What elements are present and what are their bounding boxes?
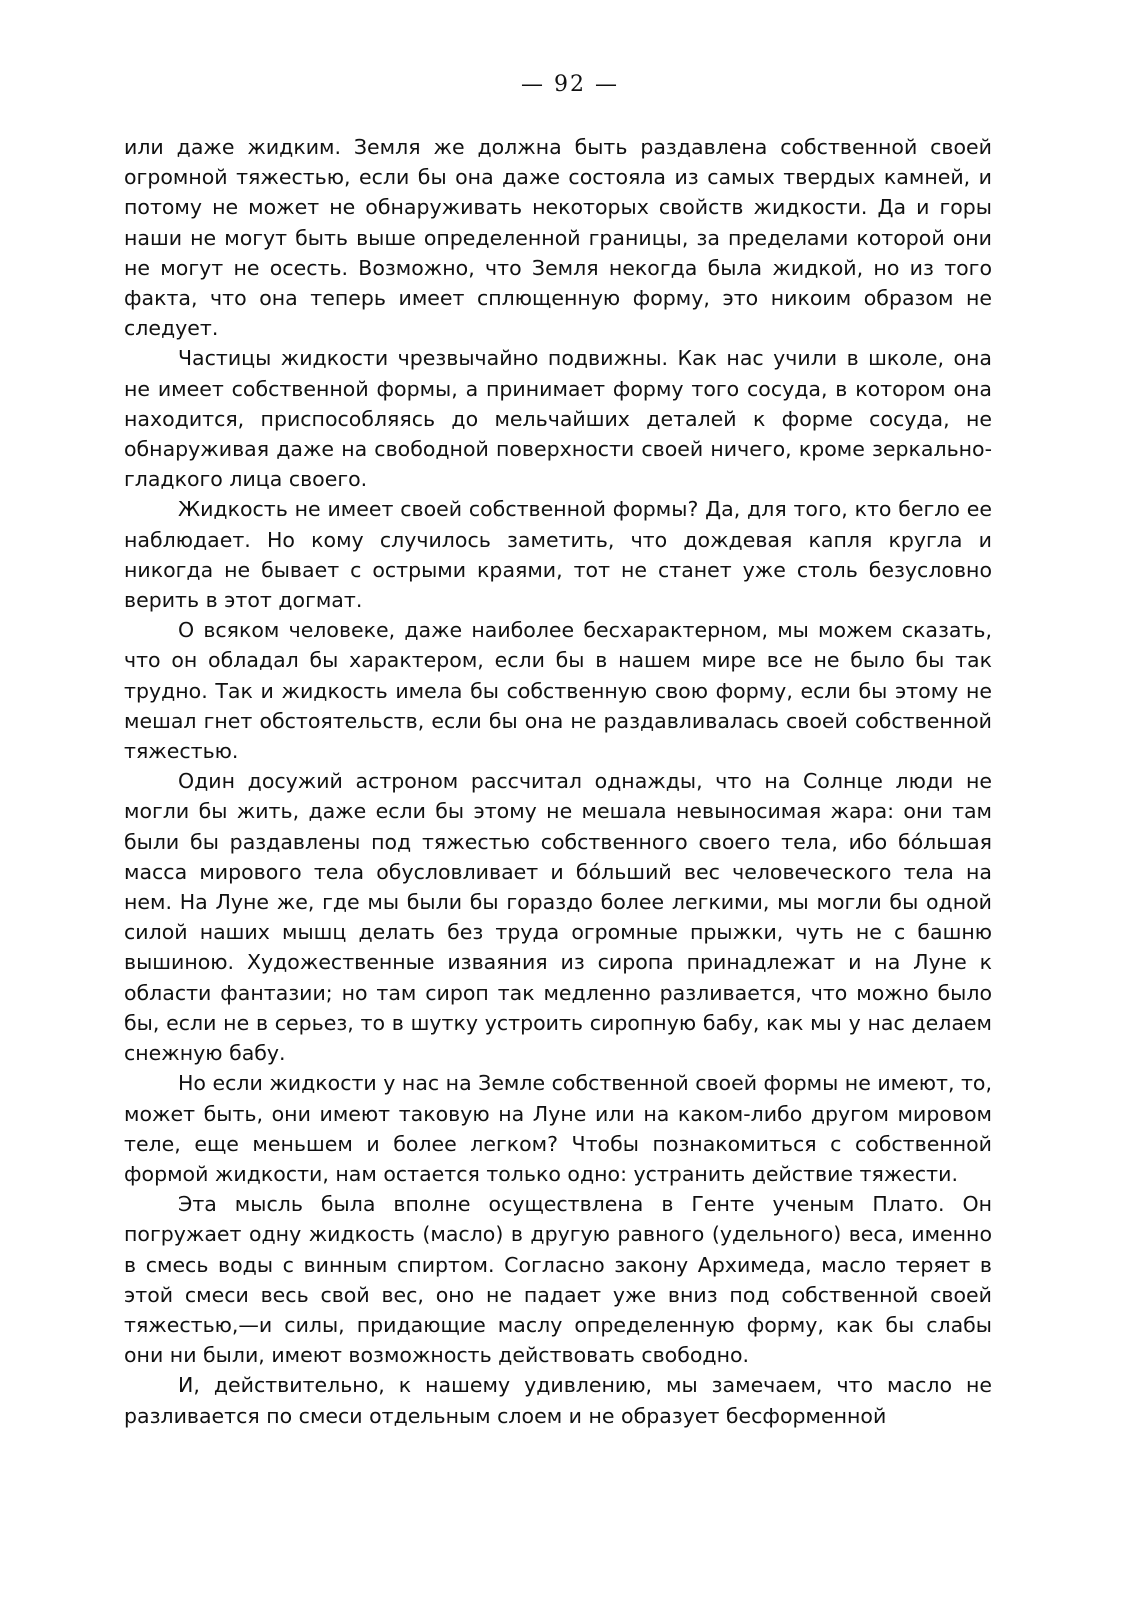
- page-number: — 92 —: [521, 72, 619, 97]
- body-text: [124, 132, 992, 1431]
- paragraph-2: Частицы жидкости чрезвычайно подвижны. Как нас учили в школе, она не имеет собственной формы, а принимает форму того сосуда, в котором она находится, приспособляясь до мельчайших деталей к форме сосуда, не обнаруживая даже на свободной поверхности своей ничего, кроме зеркально-гладкого лица своего.: [124, 346, 992, 492]
- paragraph-6: Но если жидкости у нас на Земле собственной своей формы не имеют, то, может быть, они имеют таковую на Луне или на каком-либо другом мировом теле, еще меньшем и более легком? Чтобы познакомиться с собственной формой жидкости, нам остается только одно: устранить действие тяжести.: [124, 1071, 992, 1186]
- paragraph-7: Эта мысль была вполне осуществлена в Генте ученым Плато. Он погружает одну жидкость (масло) в другую равного (удельного) веса, именно в смесь воды с винным спиртом. Согласно закону Архимеда, масло теряет в этой смеси весь свой вес, оно не падает уже вниз под собственной своей тяжестью,—и силы, придающие маслу определенную форму, как бы слабы они ни были, имеют возможность действовать свободно.: [124, 1192, 992, 1368]
- paragraph-5: Один досужий астроном рассчитал однажды, что на Солнце люди не могли бы жить, даже если бы этому не мешала невыносимая жара: они там были бы раздавлены под тяжестью собственного своего тела, ибо бо́льшая масса мирового тела обусловливает и бо́льший вес человеческого тела на нем. На Луне же, где мы были бы гораздо более легкими, мы могли бы одной силой наших мышц делать без труда огромные прыжки, чуть не с башню вышиною. Художественные изваяния из сиропа принадлежат и на Луне к области фантазии; но там сироп так медленно разливается, что можно было бы, если не в серьез, то в шутку устроить сиропную бабу, как мы у нас делаем снежную бабу.: [124, 769, 992, 1066]
- paragraph-1: или даже жидким. Земля же должна быть раздавлена собственной своей огромной тяжестью, если бы она даже состояла из самых твердых камней, и потому не может не обнаруживать некоторых свойств жидкости. Да и горы наши не могут быть выше определенной границы, за пределами которой они не могут не осесть. Возможно, что Земля некогда была жидкой, но из того факта, что она теперь имеет сплющенную форму, это никоим образом не следует.: [124, 135, 992, 341]
- paragraph-4: О всяком человеке, даже наиболее бесхарактерном, мы можем сказать, что он обладал бы характером, если бы в нашем мире все не было бы так трудно. Так и жидкость имела бы собственную свою форму, если бы этому не мешал гнет обстоятельств, если бы она не раздавливалась своей собственной тяжестью.: [124, 618, 992, 764]
- paragraph-8: И, действительно, к нашему удивлению, мы замечаем, что масло не разливается по смеси отдельным слоем и не образует бесформенной: [124, 1373, 992, 1428]
- paragraph-3: Жидкость не имеет своей собственной формы? Да, для того, кто бегло ее наблюдает. Но кому случилось заметить, что дождевая капля кругла и никогда не бывает с острыми краями, тот не станет уже столь безусловно верить в этот догмат.: [124, 497, 992, 613]
